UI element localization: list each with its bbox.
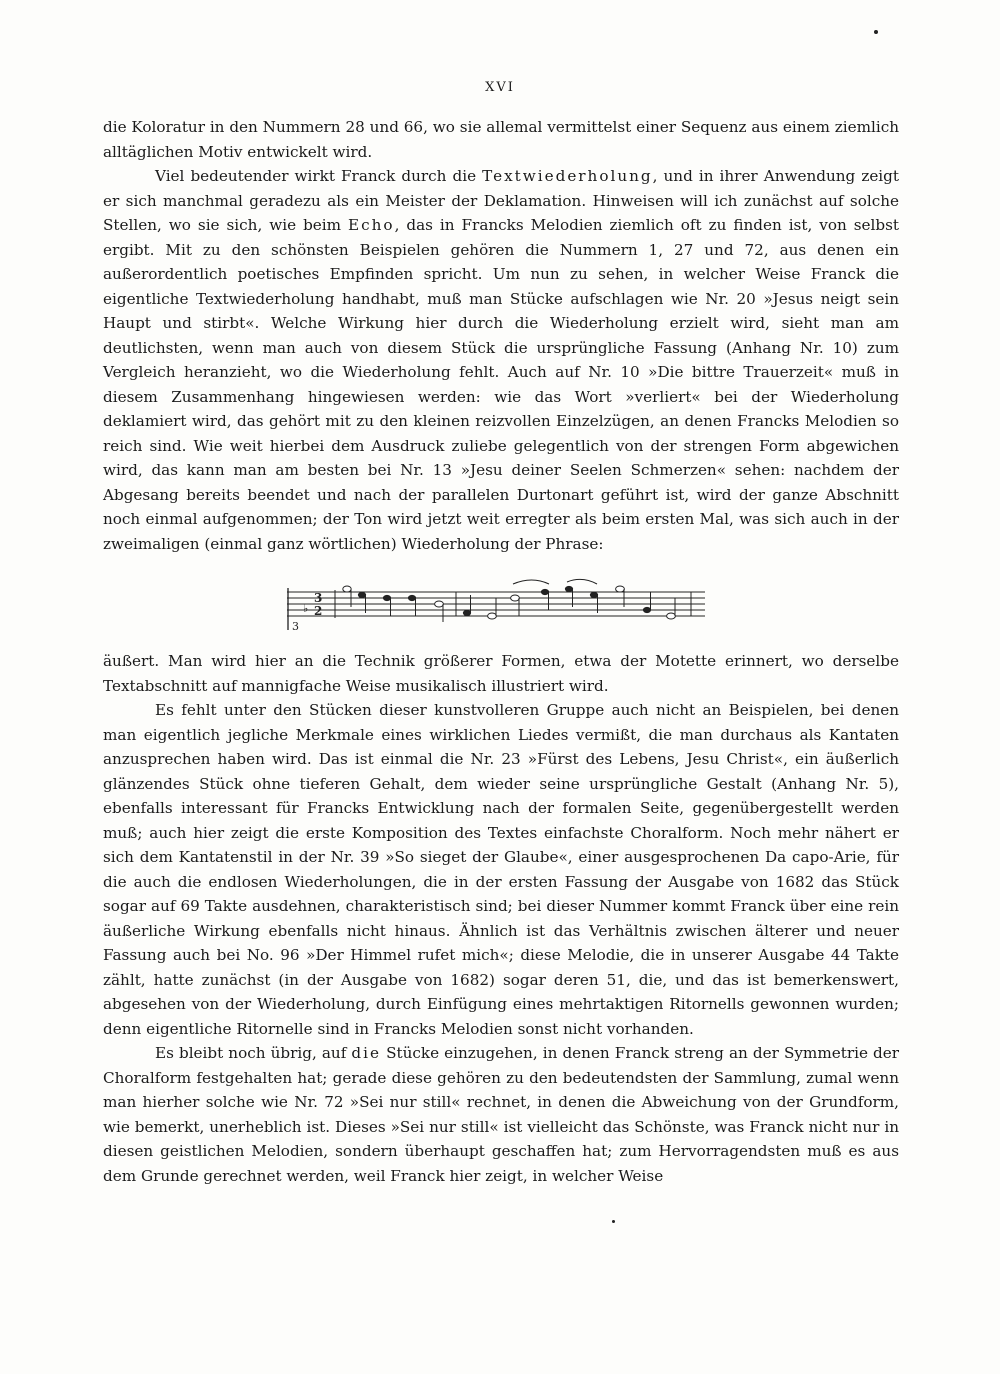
paragraph-4: Es fehlt unter den Stücken dieser kunstvolleren Gruppe auch nicht an Beispielen, bei denen man eigentlich jegliche Merkmale eines wirklichen Liedes vermißt, die man durchaus als Kantaten anzusprechen haben wird. Das ist einmal die Nr. 23 »Fürst des Lebens, Jesu Christ«, ein äußerlich glänzendes Stück ohne tieferen Gehalt, dem wieder seine ursprüngliche Gestalt (Anhang Nr. 5), ebenfalls interessant für Francks Entwicklung nach der formalen Seite, gegenübergestellt werden muß; auch hier zeigt die erste Komposition des Textes einfachste Choralform. Noch mehr nähert er sich dem Kantatenstil in der Nr. 39 »So sieget der Glaube«, einer ausgesprochenen Da capo-Arie, für die auch die endlosen Wiederholungen, die in der ersten Fassung der Ausgabe von 1682 das Stück sogar auf 69 Takte ausdehnen, charakteristisch sind; bei dieser Nummer kommt Franck über eine rein äußerliche Wirkung ebenfalls nicht hinaus. Ähnlich ist das Verhältnis zwischen älterer und neuer Fassung auch bei No. 96 »Der Himmel rufet mich«; diese Melodie, die in unserer Ausgabe 44 Takte zählt, hatte zunächst (in der Ausgabe von 1682) sogar deren 51, die, und das ist bemerkenswert, abgesehen von der Wiederholung, durch Einfügung eines mehrtaktigen Ritornells gewonnen wurden; denn eigentliche Ritornelle sind in Francks Melodien sonst nicht vorhanden. xyxy=(103,701,899,1038)
time-signature-top: 3 xyxy=(314,591,323,605)
paragraph-2-text-b: , und in ihrer Anwendung zeigt er sich manchmal geradezu als ein Meister der Deklamation. Hinweisen will ich zunächst auf solche Stellen, wo sie sich, wie beim xyxy=(103,167,899,234)
flat-sign: ♭ xyxy=(303,602,309,615)
paragraph-3: äußert. Man wird hier an die Technik größerer Formen, etwa der Motette erinnert, wo derselbe Textabschnitt auf mannigfache Weise musikalisch illustriert wird. xyxy=(103,652,899,695)
paragraph-5-text-b: Stücke einzugehen, in denen Franck streng an der Symmetrie der Choralform festgehalten hat; gerade diese gehören zu den bedeutendsten der Sammlung, zumal wenn man hierher solche wie Nr. 72 »Sei nur still« rechnet, in denen die Abweichung von der Grundform, wie bemerkt, unerheblich ist. Dieses »Sei nur still« ist vielleicht das Schönste, was Franck nicht nur in diesen geistlichen Melodien, sondern überhaupt geschaffen hat; zum Hervorragendsten muß es aus dem Grunde gerechnet werden, weil Franck hier zeigt, in welcher Weise xyxy=(103,1044,899,1185)
paragraph-1: die Koloratur in den Nummern 28 und 66, wo sie allemal vermittelst einer Sequenz aus einem ziemlich alltäglichen Motiv entwickelt wird. xyxy=(103,118,899,161)
paragraph-5 xyxy=(103,1041,899,1188)
text-block-top xyxy=(103,115,899,556)
music-staff xyxy=(287,576,707,632)
page-number: XVI xyxy=(485,80,515,95)
emphasis-die: die xyxy=(351,1044,381,1062)
paragraph-2 xyxy=(103,164,899,556)
scan-speck xyxy=(874,30,878,34)
time-signature-bottom: 2 xyxy=(314,604,323,618)
paragraph-2-text-c: , das in Francks Melodien ziemlich oft zu finden ist, von selbst ergibt. Mit zu den schönsten Beispielen gehören die Nummern 1, 27 und 72, aus denen ein außerordentlich poetisches Empfinden spricht. Um nun zu sehen, in welcher Weise Franck die eigentliche Textwiederholung handhabt, muß man Stücke aufschlagen wie Nr. 20 »Jesus neigt sein Haupt und stirbt«. Welche Wirkung hier durch die Wiederholung erzielt wird, sieht man am deutlichsten, wenn man auch von diesem Stück die ursprüngliche Fassung (Anhang Nr. 10) zum Vergleich heranzieht, wo die Wiederholung fehlt. Auch auf Nr. 10 »Die bittre Trauerzeit« muß in diesem Zusammenhang hingewiesen werden: wie das Wort »verliert« bei der Wiederholung deklamiert wird, das gehört mit zu den kleinen reizvollen Einzelzügen, an denen Francks Melodien so reich sind. Wie weit hierbei dem Ausdruck zuliebe gelegentlich von der strengen Form abgewichen wird, das kann man am besten bei Nr. 13 »Jesu deiner Seelen Schmerzen« sehen: nachdem der Abgesang bereits beendet und nach der parallelen Durtonart geführt ist, wird der ganze Abschnitt noch einmal aufgenommen; der Ton wird jetzt weit erregter als beim ersten Mal, was sich auch in der zweimaligen (einmal ganz wörtlichen) Wiederholung der Phrase: xyxy=(103,216,899,553)
music-example xyxy=(287,576,707,632)
clef-marker: 3 xyxy=(292,620,299,632)
paragraph-5-text-a: Es bleibt noch übrig, auf xyxy=(155,1044,352,1062)
emphasis-echo: Echo xyxy=(348,216,395,234)
paragraph-2-text-a: Viel bedeutender wirkt Franck durch die xyxy=(155,167,483,185)
text-block-bottom xyxy=(103,649,899,1188)
emphasis-textwiederholung: Textwiederholung xyxy=(482,167,653,185)
scan-speck xyxy=(612,1220,615,1223)
